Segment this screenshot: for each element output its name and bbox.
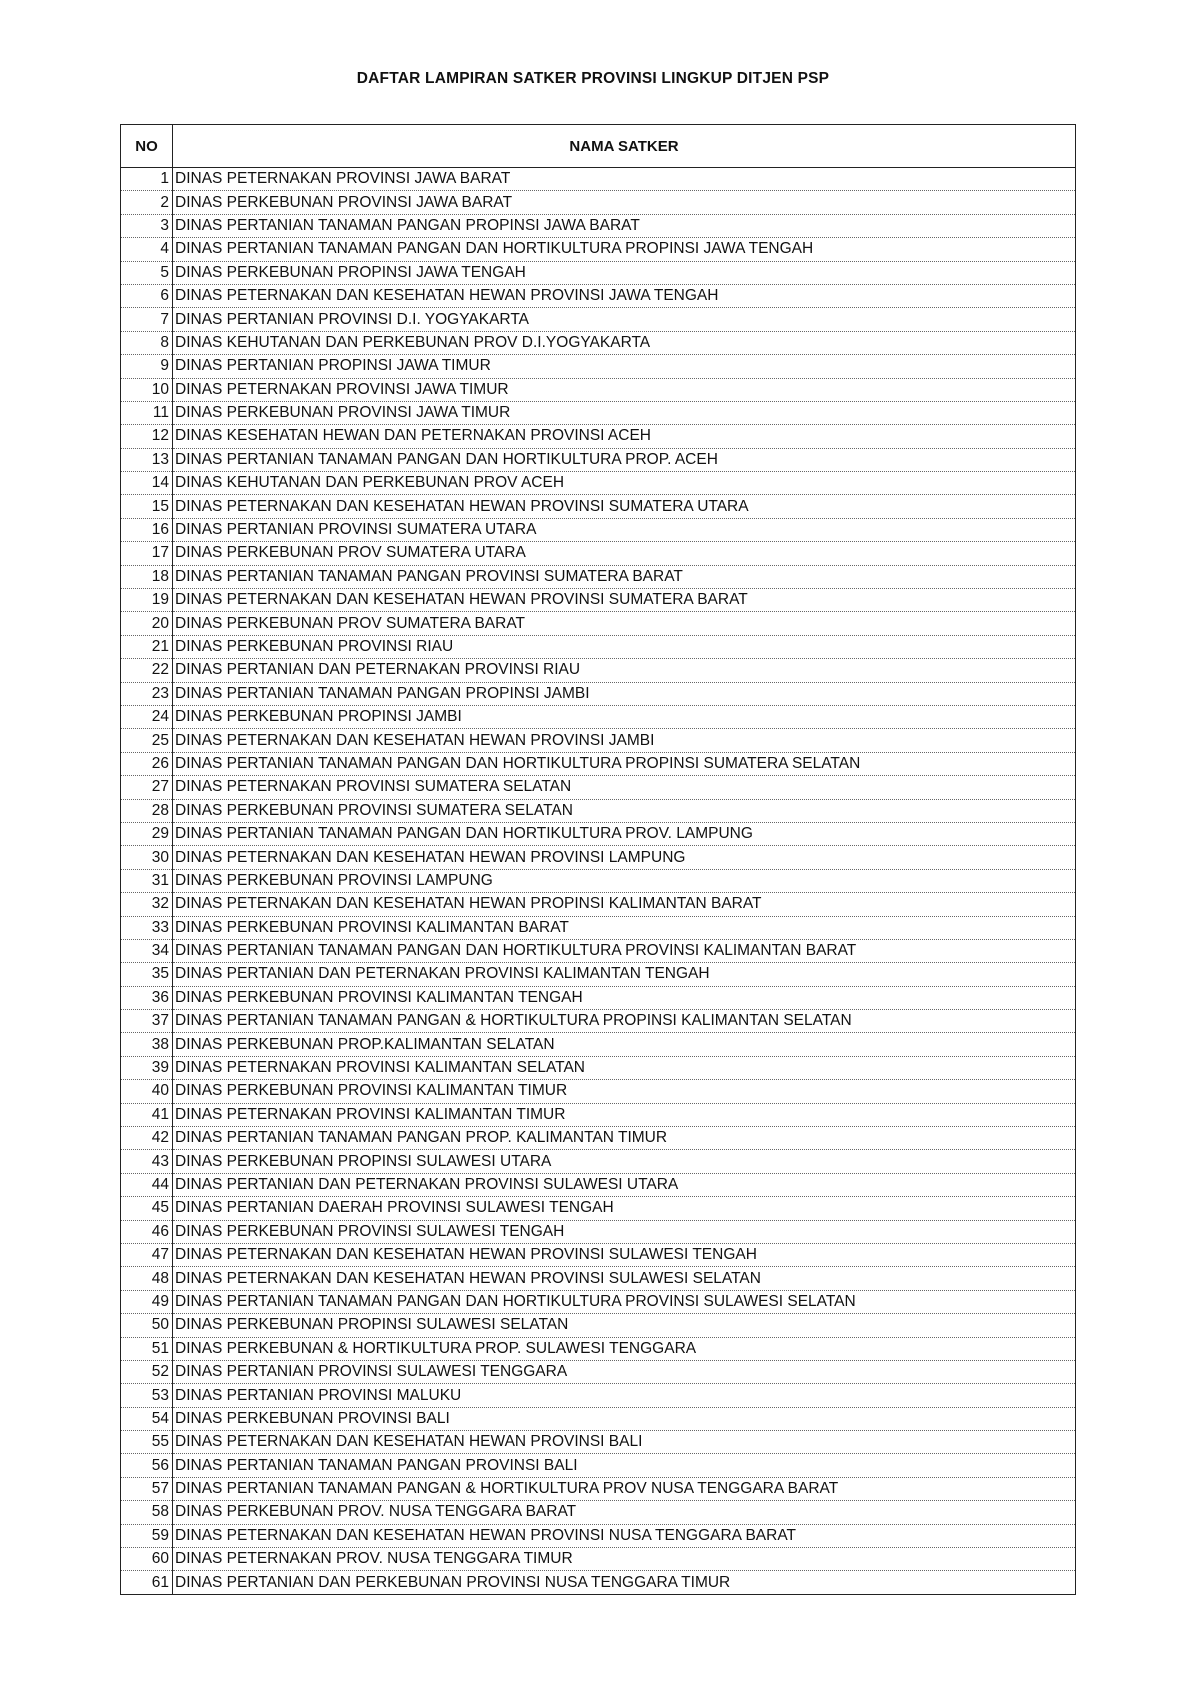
- satker-name: DINAS PETERNAKAN PROVINSI KALIMANTAN SELATAN: [173, 1056, 1076, 1079]
- table-row: [121, 846, 1076, 869]
- table-row: [121, 916, 1076, 939]
- table-row: [121, 1150, 1076, 1173]
- row-number: 48: [121, 1267, 173, 1290]
- row-number: 23: [121, 682, 173, 705]
- satker-name: DINAS PERKEBUNAN PROVINSI KALIMANTAN TIMUR: [173, 1080, 1076, 1103]
- table-row: [121, 238, 1076, 261]
- satker-name: DINAS PERTANIAN TANAMAN PANGAN PROPINSI JAWA BARAT: [173, 214, 1076, 237]
- satker-name: DINAS PERKEBUNAN PROVINSI KALIMANTAN BARAT: [173, 916, 1076, 939]
- table-row: [121, 1127, 1076, 1150]
- row-number: 41: [121, 1103, 173, 1126]
- table-row: [121, 963, 1076, 986]
- satker-name: DINAS PETERNAKAN DAN KESEHATAN HEWAN PROVINSI SUMATERA BARAT: [173, 589, 1076, 612]
- table-row: [121, 1454, 1076, 1477]
- table-row: [121, 1384, 1076, 1407]
- row-number: 26: [121, 752, 173, 775]
- table-row: [121, 565, 1076, 588]
- row-number: 47: [121, 1243, 173, 1266]
- satker-name: DINAS PERKEBUNAN PROV. NUSA TENGGARA BARAT: [173, 1501, 1076, 1524]
- satker-name: DINAS PERTANIAN TANAMAN PANGAN DAN HORTIKULTURA PROP. ACEH: [173, 448, 1076, 471]
- satker-name: DINAS PETERNAKAN PROVINSI KALIMANTAN TIMUR: [173, 1103, 1076, 1126]
- satker-name: DINAS PERTANIAN DAN PETERNAKAN PROVINSI SULAWESI UTARA: [173, 1173, 1076, 1196]
- table-row: [121, 284, 1076, 307]
- row-number: 50: [121, 1314, 173, 1337]
- row-number: 6: [121, 284, 173, 307]
- row-number: 60: [121, 1548, 173, 1571]
- row-number: 56: [121, 1454, 173, 1477]
- satker-name: DINAS KESEHATAN HEWAN DAN PETERNAKAN PROVINSI ACEH: [173, 425, 1076, 448]
- satker-name: DINAS PETERNAKAN DAN KESEHATAN HEWAN PROVINSI SUMATERA UTARA: [173, 495, 1076, 518]
- table-row: [121, 869, 1076, 892]
- row-number: 33: [121, 916, 173, 939]
- row-number: 52: [121, 1360, 173, 1383]
- row-number: 8: [121, 331, 173, 354]
- satker-name: DINAS PETERNAKAN DAN KESEHATAN HEWAN PROVINSI BALI: [173, 1431, 1076, 1454]
- table-row: [121, 1360, 1076, 1383]
- row-number: 51: [121, 1337, 173, 1360]
- table-row: [121, 214, 1076, 237]
- row-number: 57: [121, 1477, 173, 1500]
- row-number: 27: [121, 776, 173, 799]
- row-number: 34: [121, 939, 173, 962]
- row-number: 11: [121, 401, 173, 424]
- row-number: 12: [121, 425, 173, 448]
- table-row: [121, 448, 1076, 471]
- satker-name: DINAS PERTANIAN TANAMAN PANGAN DAN HORTIKULTURA PROVINSI KALIMANTAN BARAT: [173, 939, 1076, 962]
- satker-name: DINAS PERTANIAN TANAMAN PANGAN PROVINSI BALI: [173, 1454, 1076, 1477]
- satker-name: DINAS PERTANIAN TANAMAN PANGAN & HORTIKULTURA PROPINSI KALIMANTAN SELATAN: [173, 1010, 1076, 1033]
- table-row: [121, 261, 1076, 284]
- table-row: [121, 1267, 1076, 1290]
- satker-name: DINAS PERKEBUNAN PROPINSI SULAWESI SELATAN: [173, 1314, 1076, 1337]
- satker-name: DINAS PERKEBUNAN PROVINSI RIAU: [173, 635, 1076, 658]
- table-row: [121, 939, 1076, 962]
- row-number: 35: [121, 963, 173, 986]
- satker-name: DINAS PETERNAKAN PROVINSI SUMATERA SELATAN: [173, 776, 1076, 799]
- table-row: [121, 1314, 1076, 1337]
- satker-name: DINAS KEHUTANAN DAN PERKEBUNAN PROV D.I.YOGYAKARTA: [173, 331, 1076, 354]
- row-number: 39: [121, 1056, 173, 1079]
- row-number: 29: [121, 822, 173, 845]
- row-number: 16: [121, 518, 173, 541]
- table-row: [121, 425, 1076, 448]
- row-number: 25: [121, 729, 173, 752]
- satker-name: DINAS PERTANIAN PROPINSI JAWA TIMUR: [173, 355, 1076, 378]
- row-number: 5: [121, 261, 173, 284]
- table-row: [121, 331, 1076, 354]
- satker-name: DINAS PERKEBUNAN PROVINSI JAWA BARAT: [173, 191, 1076, 214]
- table-row: [121, 1080, 1076, 1103]
- table-row: [121, 1431, 1076, 1454]
- satker-name: DINAS PETERNAKAN PROVINSI JAWA TIMUR: [173, 378, 1076, 401]
- row-number: 44: [121, 1173, 173, 1196]
- row-number: 38: [121, 1033, 173, 1056]
- table-row: [121, 705, 1076, 728]
- row-number: 15: [121, 495, 173, 518]
- table-row: [121, 1524, 1076, 1547]
- table-row: [121, 308, 1076, 331]
- row-number: 58: [121, 1501, 173, 1524]
- table-row: [121, 1033, 1076, 1056]
- row-number: 3: [121, 214, 173, 237]
- satker-name: DINAS PETERNAKAN DAN KESEHATAN HEWAN PROVINSI SULAWESI TENGAH: [173, 1243, 1076, 1266]
- satker-name: DINAS PERKEBUNAN PROVINSI KALIMANTAN TENGAH: [173, 986, 1076, 1009]
- satker-name: DINAS PERKEBUNAN PROV SUMATERA UTARA: [173, 542, 1076, 565]
- table-row: [121, 1548, 1076, 1571]
- satker-name: DINAS PERTANIAN TANAMAN PANGAN & HORTIKULTURA PROV NUSA TENGGARA BARAT: [173, 1477, 1076, 1500]
- row-number: 17: [121, 542, 173, 565]
- table-row: [121, 799, 1076, 822]
- table-row: [121, 1056, 1076, 1079]
- satker-name: DINAS PERTANIAN PROVINSI SUMATERA UTARA: [173, 518, 1076, 541]
- table-row: [121, 1103, 1076, 1126]
- row-number: 55: [121, 1431, 173, 1454]
- satker-name: DINAS PERKEBUNAN & HORTIKULTURA PROP. SULAWESI TENGGARA: [173, 1337, 1076, 1360]
- table-row: [121, 776, 1076, 799]
- row-number: 24: [121, 705, 173, 728]
- satker-name: DINAS PERKEBUNAN PROV SUMATERA BARAT: [173, 612, 1076, 635]
- table-row: [121, 472, 1076, 495]
- row-number: 32: [121, 893, 173, 916]
- table-row: [121, 495, 1076, 518]
- satker-name: DINAS PETERNAKAN DAN KESEHATAN HEWAN PROVINSI NUSA TENGGARA BARAT: [173, 1524, 1076, 1547]
- satker-name: DINAS PERKEBUNAN PROVINSI SULAWESI TENGAH: [173, 1220, 1076, 1243]
- satker-name: DINAS PERKEBUNAN PROVINSI BALI: [173, 1407, 1076, 1430]
- row-number: 10: [121, 378, 173, 401]
- row-number: 61: [121, 1571, 173, 1594]
- row-number: 59: [121, 1524, 173, 1547]
- table-row: [121, 1571, 1076, 1594]
- row-number: 31: [121, 869, 173, 892]
- satker-table: [120, 124, 1076, 1595]
- row-number: 18: [121, 565, 173, 588]
- table-row: [121, 168, 1076, 191]
- table-row: [121, 659, 1076, 682]
- table-row: [121, 822, 1076, 845]
- row-number: 21: [121, 635, 173, 658]
- satker-name: DINAS PERTANIAN DAN PETERNAKAN PROVINSI RIAU: [173, 659, 1076, 682]
- row-number: 54: [121, 1407, 173, 1430]
- table-row: [121, 401, 1076, 424]
- row-number: 53: [121, 1384, 173, 1407]
- table-row: [121, 729, 1076, 752]
- satker-name: DINAS PERTANIAN TANAMAN PANGAN DAN HORTIKULTURA PROPINSI JAWA TENGAH: [173, 238, 1076, 261]
- table-row: [121, 682, 1076, 705]
- satker-name: DINAS PETERNAKAN DAN KESEHATAN HEWAN PROVINSI SULAWESI SELATAN: [173, 1267, 1076, 1290]
- table-row: [121, 1407, 1076, 1430]
- satker-name: DINAS PERTANIAN TANAMAN PANGAN PROVINSI SUMATERA BARAT: [173, 565, 1076, 588]
- header-no: NO: [121, 125, 173, 168]
- row-number: 49: [121, 1290, 173, 1313]
- satker-name: DINAS PERKEBUNAN PROPINSI JAWA TENGAH: [173, 261, 1076, 284]
- table-row: [121, 893, 1076, 916]
- table-row: [121, 1290, 1076, 1313]
- satker-name: DINAS PERTANIAN TANAMAN PANGAN PROPINSI JAMBI: [173, 682, 1076, 705]
- row-number: 1: [121, 168, 173, 191]
- row-number: 13: [121, 448, 173, 471]
- satker-name: DINAS PERTANIAN PROVINSI SULAWESI TENGGARA: [173, 1360, 1076, 1383]
- row-number: 28: [121, 799, 173, 822]
- header-nama-satker: NAMA SATKER: [173, 125, 1076, 168]
- table-row: [121, 1197, 1076, 1220]
- row-number: 36: [121, 986, 173, 1009]
- satker-name: DINAS PERKEBUNAN PROVINSI JAWA TIMUR: [173, 401, 1076, 424]
- row-number: 37: [121, 1010, 173, 1033]
- satker-name: DINAS PERKEBUNAN PROP.KALIMANTAN SELATAN: [173, 1033, 1076, 1056]
- row-number: 30: [121, 846, 173, 869]
- satker-name: DINAS PERTANIAN TANAMAN PANGAN DAN HORTIKULTURA PROPINSI SUMATERA SELATAN: [173, 752, 1076, 775]
- table-row: [121, 752, 1076, 775]
- row-number: 7: [121, 308, 173, 331]
- table-row: [121, 589, 1076, 612]
- satker-name: DINAS PERTANIAN PROVINSI MALUKU: [173, 1384, 1076, 1407]
- row-number: 45: [121, 1197, 173, 1220]
- table-row: [121, 612, 1076, 635]
- satker-name: DINAS PERTANIAN TANAMAN PANGAN DAN HORTIKULTURA PROV. LAMPUNG: [173, 822, 1076, 845]
- satker-name: DINAS PERTANIAN PROVINSI D.I. YOGYAKARTA: [173, 308, 1076, 331]
- satker-name: DINAS PETERNAKAN PROV. NUSA TENGGARA TIMUR: [173, 1548, 1076, 1571]
- table-body: [121, 168, 1076, 1595]
- satker-name: DINAS PERTANIAN DAN PERKEBUNAN PROVINSI NUSA TENGGARA TIMUR: [173, 1571, 1076, 1594]
- row-number: 14: [121, 472, 173, 495]
- table-header-row: [121, 125, 1076, 168]
- satker-name: DINAS PERKEBUNAN PROPINSI JAMBI: [173, 705, 1076, 728]
- row-number: 43: [121, 1150, 173, 1173]
- row-number: 2: [121, 191, 173, 214]
- satker-name: DINAS KEHUTANAN DAN PERKEBUNAN PROV ACEH: [173, 472, 1076, 495]
- satker-name: DINAS PETERNAKAN DAN KESEHATAN HEWAN PROVINSI LAMPUNG: [173, 846, 1076, 869]
- table-row: [121, 191, 1076, 214]
- table-row: [121, 1220, 1076, 1243]
- satker-name: DINAS PERTANIAN DAN PETERNAKAN PROVINSI KALIMANTAN TENGAH: [173, 963, 1076, 986]
- row-number: 22: [121, 659, 173, 682]
- row-number: 42: [121, 1127, 173, 1150]
- table-row: [121, 1337, 1076, 1360]
- satker-name: DINAS PETERNAKAN PROVINSI JAWA BARAT: [173, 168, 1076, 191]
- satker-name: DINAS PERTANIAN TANAMAN PANGAN DAN HORTIKULTURA PROVINSI SULAWESI SELATAN: [173, 1290, 1076, 1313]
- row-number: 46: [121, 1220, 173, 1243]
- table-row: [121, 1477, 1076, 1500]
- satker-name: DINAS PERTANIAN DAERAH PROVINSI SULAWESI TENGAH: [173, 1197, 1076, 1220]
- satker-name: DINAS PERTANIAN TANAMAN PANGAN PROP. KALIMANTAN TIMUR: [173, 1127, 1076, 1150]
- table-row: [121, 542, 1076, 565]
- table-row: [121, 518, 1076, 541]
- satker-name: DINAS PERKEBUNAN PROPINSI SULAWESI UTARA: [173, 1150, 1076, 1173]
- satker-name: DINAS PERKEBUNAN PROVINSI LAMPUNG: [173, 869, 1076, 892]
- row-number: 20: [121, 612, 173, 635]
- table-row: [121, 355, 1076, 378]
- row-number: 19: [121, 589, 173, 612]
- document-title: DAFTAR LAMPIRAN SATKER PROVINSI LINGKUP DITJEN PSP: [356, 70, 830, 87]
- satker-name: DINAS PERKEBUNAN PROVINSI SUMATERA SELATAN: [173, 799, 1076, 822]
- satker-name: DINAS PETERNAKAN DAN KESEHATAN HEWAN PROVINSI JAMBI: [173, 729, 1076, 752]
- table-row: [121, 986, 1076, 1009]
- row-number: 4: [121, 238, 173, 261]
- table-row: [121, 1010, 1076, 1033]
- table-row: [121, 378, 1076, 401]
- row-number: 9: [121, 355, 173, 378]
- table-row: [121, 1173, 1076, 1196]
- satker-name: DINAS PETERNAKAN DAN KESEHATAN HEWAN PROVINSI JAWA TENGAH: [173, 284, 1076, 307]
- table-row: [121, 1501, 1076, 1524]
- table-row: [121, 635, 1076, 658]
- satker-name: DINAS PETERNAKAN DAN KESEHATAN HEWAN PROPINSI KALIMANTAN BARAT: [173, 893, 1076, 916]
- row-number: 40: [121, 1080, 173, 1103]
- table-row: [121, 1243, 1076, 1266]
